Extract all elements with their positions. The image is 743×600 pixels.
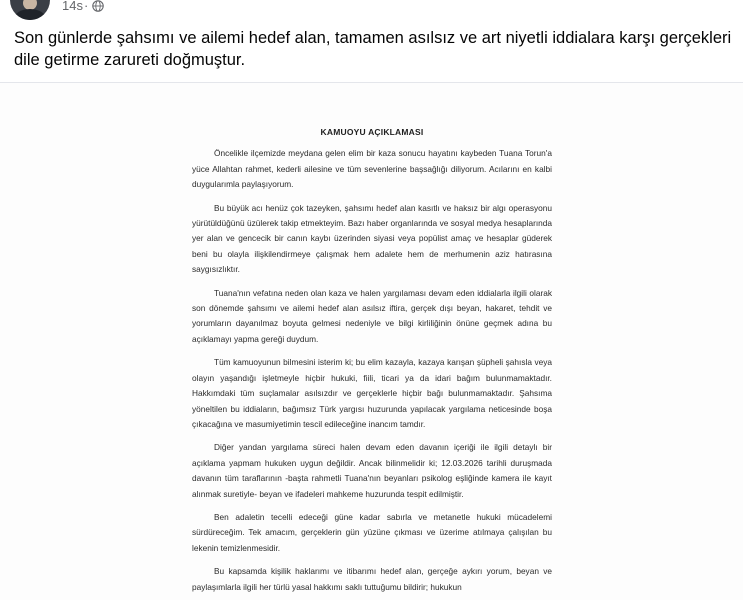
document-paragraph: Öncelikle ilçemizde meydana gelen elim bir kaza sonucu hayatını kaybeden Tuana Torun'a yüce Allahtan rahmet, kederli ailesine ve tüm sevenlerine başsağlığı diliyorum. Acılarını en kalbi duygularımla paylaşıyorum. — [192, 148, 552, 190]
attached-image[interactable] — [0, 82, 743, 600]
post-message: Son günlerde şahsımı ve ailemi hedef alan, tamamen asılsız ve art niyetli iddialara karşı gerçekleri dile getirme zarureti doğmuştur. — [14, 29, 732, 69]
document-paragraph: Ben adaletin tecelli edeceği güne kadar sabırla ve metanetle hukuki mücadelemi sürdüreceğim. Tek amacım, gerçeklerin gün yüzüne çıkması ve üzerime atılmaya çalışılan bu lekenin temizlenmesidir. — [192, 511, 552, 553]
post-header — [0, 0, 743, 24]
document-paragraph: Tüm kamuoyunun bilmesini isterim ki; bu elim kazayla, kazaya karışan şüpheli şahısla veya olayın yaşandığı işletmeyle hiçbir hukuki, fiili, ticari ya da idari bağım bulunmamaktadır. Hakkımdaki tüm suçlamalar asılsızdır ve gerçeklerle hiçbir bağı bulunmamaktadır. Şahsıma yöneltilen bu iddiaların, bağımsız Türk yargısı huzurunda yapılacak yargılama neticesinde boşa çıkacağına ve masumiyetimin tescil edileceğine inancım tamdır. — [192, 357, 552, 429]
separator-dot: · — [84, 0, 89, 13]
globe-icon[interactable] — [92, 0, 104, 12]
document-title: KAMUOYU AÇIKLAMASI — [320, 127, 424, 137]
press-statement-document — [192, 125, 552, 600]
document-paragraph: Tuana'nın vefatına neden olan kaza ve halen yargılaması devam eden iddialarla ilgili olarak son dönemde şahsımı ve ailemi hedef alan asılsız iftira, gerçek dışı beyan, hakaret, tehdit ve yorumların dayanılmaz boyuta gelmesi nedeniyle ve bilgi kirliliğinin önüne geçmek adına bu açıklamayı yapma gereği duydum. — [192, 287, 552, 344]
document-paragraph: Bu kapsamda kişilik haklarımı ve itibarımı hedef alan, gerçeğe aykırı yorum, beyan ve paylaşımlarla ilgili her türlü yasal hakkımı saklı tuttuğumu bildirir; hukukun — [192, 566, 552, 592]
avatar[interactable] — [10, 0, 50, 20]
post-timestamp[interactable]: 14s — [62, 0, 83, 13]
document-paragraph: Diğer yandan yargılama süreci halen devam eden davanın içeriği ile ilgili detaylı bir açıklama yapmam hukuken uygun değildir. Ancak bilinmelidir ki; 12.03.2026 tarihli duruşmada davanın tüm taraflarının -başta rahmetli Tuana'nın beyanları psikolog eşliğinde kamera ile kayıt alınmak suretiyle- beyan ve ifadeleri mahkeme huzurunda tespit edilmiştir. — [192, 442, 552, 499]
document-paragraph: Bu büyük acı henüz çok tazeyken, şahsımı hedef alan kasıtlı ve haksız bir algı operasyonu yürütüldüğünü üzülerek takip etmekteyim. Bazı haber organlarında ve sosyal medya hesaplarında yer alan ve gencecik bir canın kaybı üzerinden siyasi veya popülist amaç ve hesaplar güderek beni bu olayla ilişkilendirmeye çalışmak hem adalete hem de merhumenin aziz hatırasına saygısızlıktır. — [192, 202, 552, 275]
avatar-body — [14, 9, 46, 20]
